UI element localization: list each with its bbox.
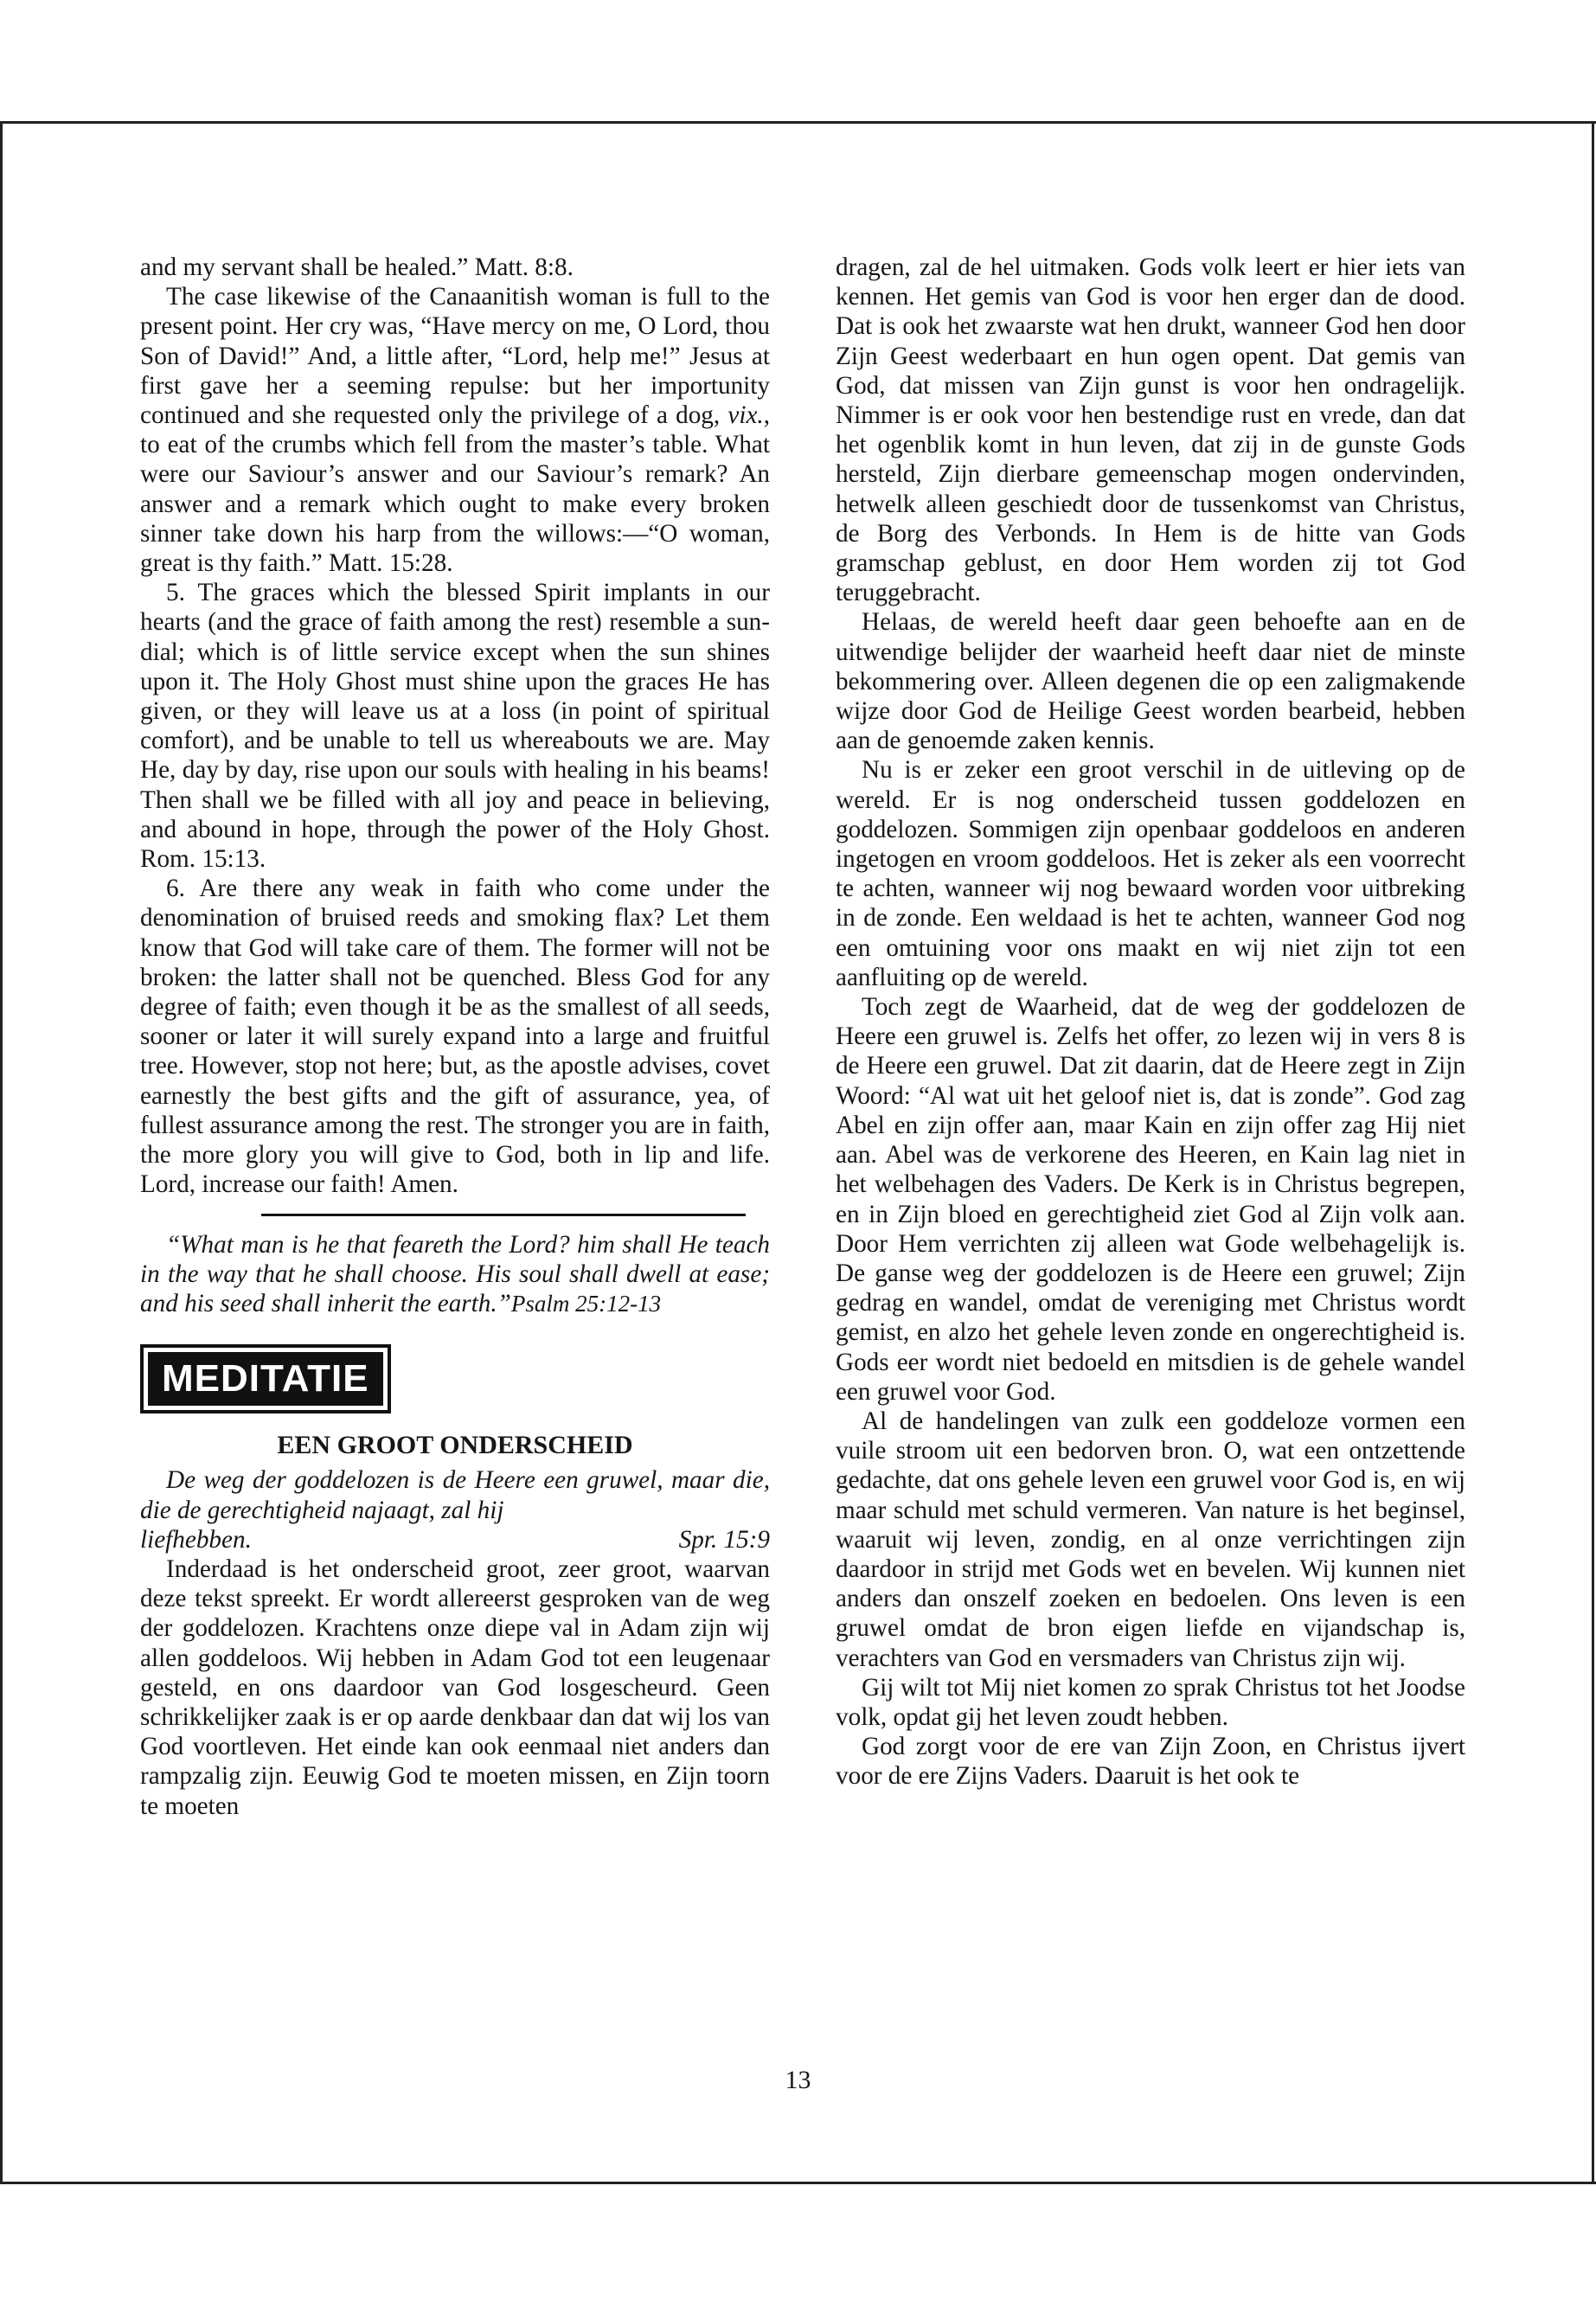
epigraph-last-line <box>140 1525 770 1554</box>
page-border-left <box>0 121 3 2184</box>
psalm-reference: Psalm 25:12-13 <box>510 1290 662 1317</box>
paragraph-verschil: Nu is er zeker een groot verschil in de uitleving op de wereld. Er is nog onderscheid tussen goddelozen en goddelozen. Sommigen zijn openbaar goddeloos en anderen ingetogen en vroom goddeloos. Het is zeker als een voorrecht te achten, wanneer wij nog bewaard worden voor uitbreking in de zonde. Een weldaad is het te achten, wanneer God nog een omtuining voor ons maakt en wij niet zijn tot een aanfluiting op de wereld. <box>836 756 1465 991</box>
paragraph-canaanitish-woman: The case likewise of the Canaanitish woman is full to the present point. Her cry was, “Have mercy on me, O Lord, thou Son of David!” And, a little after, “Lord, help me!” Jesus at first gave her a seeming repulse: but her importunity continued and she requested only the privilege of a dog, vix., to eat of the crumbs which fell from the master’s table. What were our Saviour’s answer and our Saviour’s remark? An answer and a remark which ought to make every broken sinner take down his harp from the willows:—“O woman, great is thy faith.” Matt. 15:28. <box>140 283 770 578</box>
page-border-bottom <box>0 2182 1596 2184</box>
paragraph-helaas: Helaas, de wereld heeft daar geen behoefte aan en de uitwendige belijder der waarheid heeft daar niet de minste bekommering over. Alleen degenen die op een zaligmakende wijze door God de Heilige Geest worden bearbeid, hebben aan de genoemde zaken kennis. <box>836 608 1465 755</box>
paragraph-point-6: 6. Are there any weak in faith who come under the denomination of bruised reeds and smoking flax? Let them know that God will take care of them. The former will not be broken: the latter shall not be quenched. Bless God for any degree of faith; even though it be as the smallest of all seeds, sooner or later it will surely expand into a large and fruitful tree. However, stop not here; but, as the apostle advises, covet earnestly the best gifts and the gift of assurance, yea, of fullest assurance among the rest. The stronger you are in faith, the more glory you will give to God, both in lip and life. Lord, increase our faith! Amen. <box>140 875 770 1199</box>
paragraph-continued: and my servant shall be healed.” Matt. 8:8. <box>140 253 574 281</box>
meditatie-badge <box>140 1344 391 1413</box>
paragraph-point-5: 5. The graces which the blessed Spirit implants in our hearts (and the grace of faith among the rest) resemble a sun-dial; which is of little service except when the sun shines upon it. The Holy Ghost must shine upon the graces He has given, or they will leave us at a loss (in point of spiritual comfort), and be unable to tell us whereabouts we are. May He, day by day, rise upon our souls with healing in his beams! Then shall we be filled with all joy and peace in believing, and abound in hope, through the power of the Holy Ghost. Rom. 15:13. <box>140 579 770 874</box>
paragraph-god-zorgt: God zorgt voor de ere van Zijn Zoon, en Christus ijvert voor de ere Zijns Vaders. Daaruit is het ook te <box>836 1733 1465 1791</box>
page-border-right <box>1592 121 1594 2184</box>
paragraph-inderdaad: Inderdaad is het onderscheid groot, zeer groot, waarvan deze tekst spreekt. Er wordt allereerst gesproken van de weg der goddelozen. Krachtens onze diepe val in Adam zijn wij allen goddeloos. Wij hebben in Adam God tot een leugenaar gesteld, en ons daardoor van God losgescheurd. Geen schrikkelijker zaak is er op aarde denkbaar dan dat wij los van God voortleven. Het einde kan ook eenmaal niet anders dan rampzalig zijn. Eeuwig God te moeten missen, en Zijn toorn te moeten <box>140 1554 770 1820</box>
paragraph-gij-wilt: Gij wilt tot Mij niet komen zo sprak Christus tot het Joodse volk, opdat gij het leven zoudt hebben. <box>836 1673 1465 1731</box>
page-border-top <box>0 121 1596 124</box>
psalm-quote: “What man is he that feareth the Lord? him shall He teach in the way that he shall choose. His soul shall dwell at ease; and his seed shall inherit the earth.”Psalm 25:12-13 <box>140 1230 770 1317</box>
left-column <box>140 253 770 1821</box>
right-column <box>836 253 1465 1791</box>
meditatie-label: MEDITATIE <box>148 1352 383 1406</box>
epigraph-end: liefhebben. <box>140 1525 252 1554</box>
paragraph-handelingen: Al de handelingen van zulk een goddeloze vormen een vuile stroom uit een bedorven bron. O, wat een ontzettende gedachte, dat ons gehele leven een gruwel voor God is, en wij maar schuld met schuld vermeren. Van nature is het beginsel, waaruit wij leven, zondig, en al onze verrichtingen zijn daardoor in strijd met Gods wet en bevelen. Wij kunnen niet anders dan onszelf zoeken en bedoelen. Ons leven is een gruwel omdat de bron eigen liefde en vijandschap is, verachters van God en versmaders van Christus zijn wij. <box>836 1407 1465 1672</box>
epigraph: De weg der goddelozen is de Heere een gruwel, maar die, die de gerechtigheid najaagt, zal hij <box>140 1466 770 1524</box>
paragraph-continued-right: dragen, zal de hel uitmaken. Gods volk leert er hier iets van kennen. Het gemis van God is voor hen erger dan de dood. Dat is ook het zwaarste wat hen drukt, wanneer God hen door Zijn Geest wederbaart en hun ogen opent. Dat gemis van God, dat missen van Zijn gunst is voor hen ondragelijk. Nimmer is er ook voor hen bestendige rust en vrede, dan dat het ogenblik komt in hun leven, dat zij in de gunste Gods hersteld, Zijn dierbare gemeenschap mogen ondervinden, hetwelk alleen geschiedt door de tussenkomst van Christus, de Borg des Verbonds. In Hem is de hitte van Gods gramschap geblust, en door Hem worden zij tot God teruggebracht. <box>836 253 1465 607</box>
paragraph-toch: Toch zegt de Waarheid, dat de weg der goddelozen de Heere een gruwel is. Zelfs het offer, zo lezen wij in vers 8 is de Heere een gruwel. Dat zit daarin, dat de Heere zegt in Zijn Woord: “Al wat uit het geloof niet is, dat is zonde”. God zag Abel en zijn offer aan, maar Kain en zijn offer zag Hij niet aan. Abel was de verkorene des Heeren, en Kain lag niet in het welbehagen des Vaders. De Kerk is in Christus begrepen, en in Zijn bloed en gerechtigheid ziet God al Zijn volk aan. Door Hem verrichten zij alleen wat Gode welbehagelijk is. De ganse weg der goddelozen is de Heere een gruwel; Zijn gedrag en wandel, omdat de vereniging met Christus wordt gemist, en alzo het gehele leven zonde en ongerechtigheid is. Gods eer wordt niet bedoeld en mitsdien is de gehele wandel een gruwel voor God. <box>836 993 1465 1406</box>
page-number: 13 <box>785 2066 811 2094</box>
epigraph-reference: Spr. 15:9 <box>678 1525 770 1554</box>
section-title: EEN GROOT ONDERSCHEID <box>277 1431 633 1460</box>
separator-rule <box>261 1214 746 1216</box>
